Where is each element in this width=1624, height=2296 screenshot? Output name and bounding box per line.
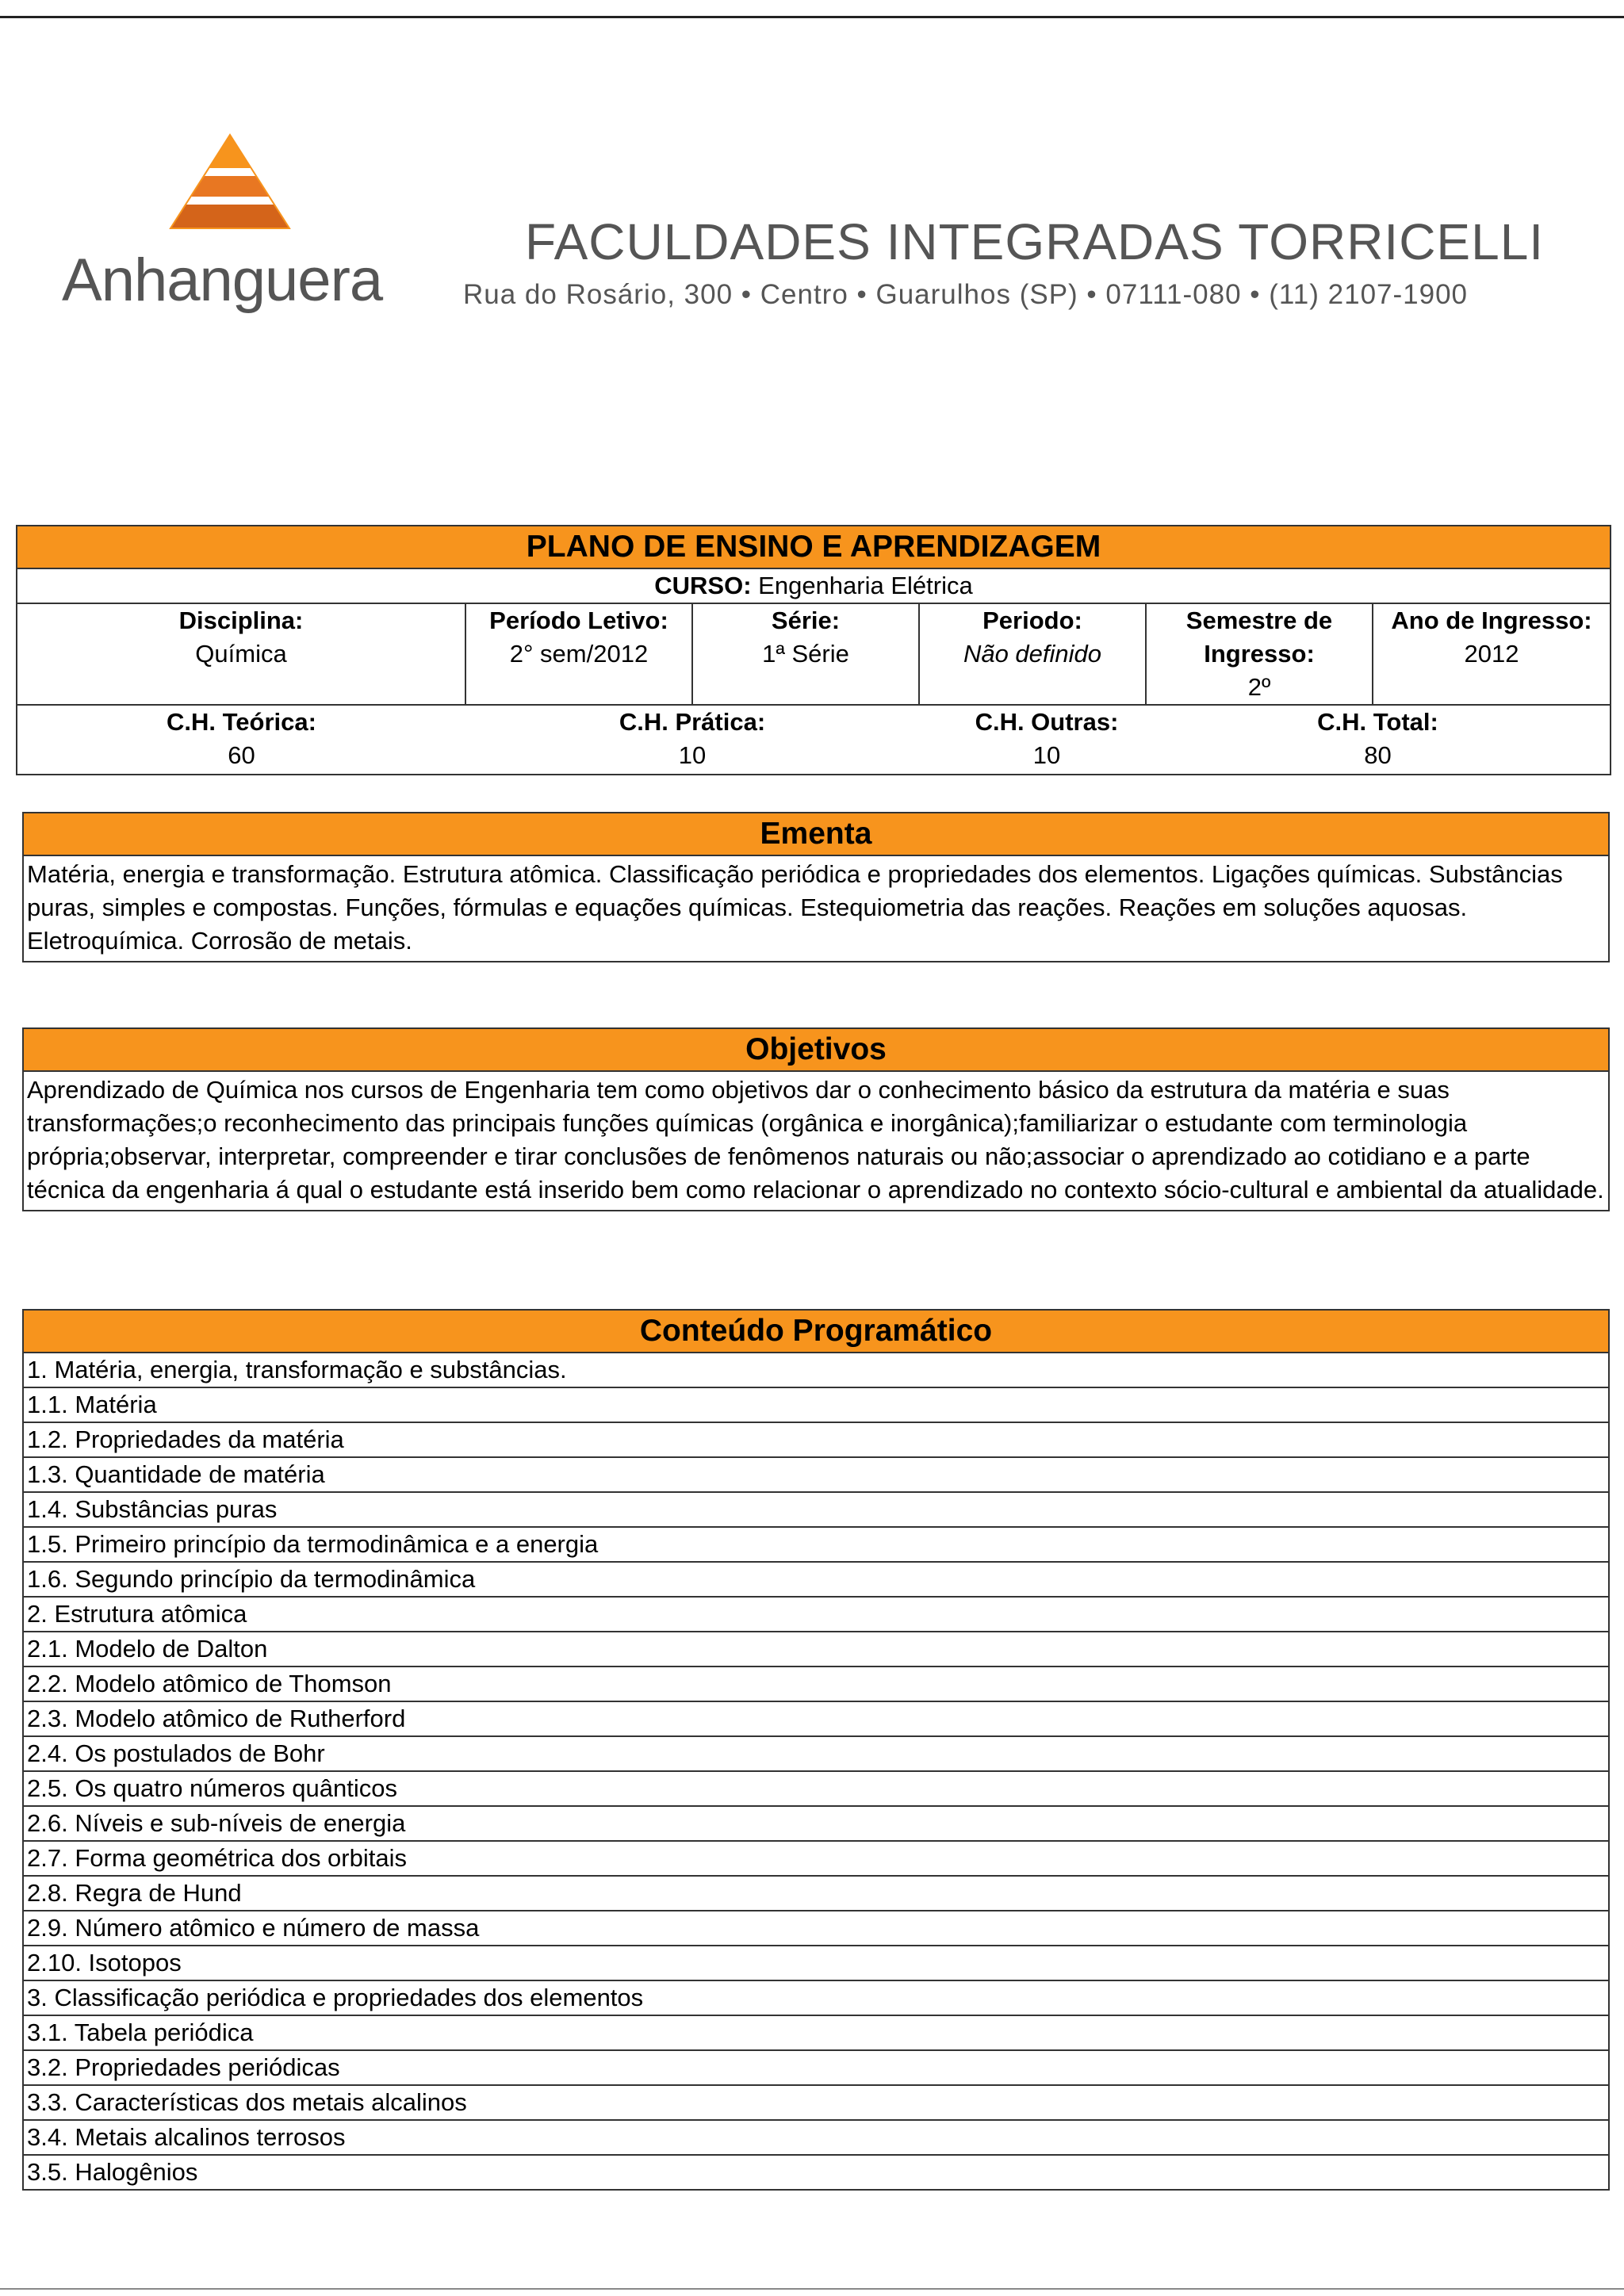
- ementa-text: Matéria, energia e transformação. Estrutura atômica. Classificação periódica e propriedades dos elementos. Ligações químicas. Substâncias puras, simples e compostas. Funções, fórmulas e equações químicas. Estequiometria das reações. Reações em soluções aquosas. Eletroquímica. Corrosão de metais.: [23, 855, 1609, 962]
- anhanguera-logo: [56, 127, 383, 317]
- ch-pratica-value: 10: [678, 741, 707, 769]
- objetivos-text: Aprendizado de Química nos cursos de Engenharia tem como objetivos dar o conhecimento básico da estrutura da matéria e suas transformações;o reconhecimento das principais funções químicas (orgânica e inorgânica);familiarizar o estudante com terminologia própria;observar, interpretar, compreender e tirar conclusões de fenômenos naturais ou não;associar o aprendizado ao cotidiano e a parte técnica da engenharia á qual o estudante está inserido bem como relacionar o aprendizado no contexto sócio-cultural e ambiental da atualidade.: [23, 1071, 1609, 1211]
- conteudo-section: [22, 1309, 1610, 2191]
- list-item: 3.1. Tabela periódica: [23, 2015, 1609, 2050]
- ch-outras-cell: [919, 705, 1146, 775]
- ementa-section: [22, 812, 1610, 962]
- periodo-letivo-cell: [465, 603, 692, 705]
- ementa-title: Ementa: [23, 813, 1609, 855]
- periodo-letivo-label: Período Letivo:: [489, 607, 668, 634]
- disciplina-value: Química: [195, 640, 287, 668]
- list-item: 1. Matéria, energia, transformação e substâncias.: [23, 1353, 1609, 1387]
- course-label: CURSO:: [654, 572, 752, 599]
- triangle-logo-icon: [151, 127, 309, 246]
- course-row: [17, 568, 1611, 603]
- semestre-label: Semestre de Ingresso:: [1185, 607, 1333, 668]
- list-item: 2.10. Isotopos: [23, 1946, 1609, 1980]
- ch-outras-label: C.H. Outras:: [975, 708, 1119, 736]
- serie-value: 1ª Série: [762, 640, 849, 668]
- ch-teorica-cell: [17, 705, 465, 775]
- ch-pratica-label: C.H. Prática:: [619, 708, 766, 736]
- list-item: 1.1. Matéria: [23, 1387, 1609, 1422]
- institution-name: FACULDADES INTEGRADAS TORRICELLI: [525, 213, 1545, 270]
- list-item: 3. Classificação periódica e propriedades dos elementos: [23, 1980, 1609, 2015]
- conteudo-title: Conteúdo Programático: [23, 1310, 1609, 1353]
- list-item: 3.3. Características dos metais alcalinos: [23, 2085, 1609, 2120]
- list-item: 2.4. Os postulados de Bohr: [23, 1736, 1609, 1771]
- list-item: 1.2. Propriedades da matéria: [23, 1422, 1609, 1457]
- bottom-rule: [0, 2288, 1624, 2290]
- list-item: 1.3. Quantidade de matéria: [23, 1457, 1609, 1492]
- ch-total-label: C.H. Total:: [1317, 708, 1438, 736]
- ano-cell: [1373, 603, 1611, 705]
- course-value: Engenharia Elétrica: [758, 572, 973, 599]
- list-item: 3.2. Propriedades periódicas: [23, 2050, 1609, 2085]
- list-item: 3.5. Halogênios: [23, 2155, 1609, 2190]
- ano-label: Ano de Ingresso:: [1391, 607, 1592, 634]
- ch-teorica-value: 60: [228, 741, 255, 769]
- list-item: 1.6. Segundo princípio da termodinâmica: [23, 1562, 1609, 1597]
- list-item: 2.1. Modelo de Dalton: [23, 1632, 1609, 1667]
- ch-pratica-cell: [465, 705, 919, 775]
- serie-cell: [692, 603, 919, 705]
- serie-label: Série:: [771, 607, 841, 634]
- ano-value: 2012: [1464, 640, 1519, 668]
- periodo-letivo-value: 2° sem/2012: [509, 640, 649, 668]
- disciplina-cell: [17, 603, 465, 705]
- list-item: 2.2. Modelo atômico de Thomson: [23, 1667, 1609, 1701]
- list-item: 2.6. Níveis e sub-níveis de energia: [23, 1806, 1609, 1841]
- semestre-value: 2º: [1247, 673, 1271, 701]
- list-item: 2. Estrutura atômica: [23, 1597, 1609, 1632]
- list-item: 2.5. Os quatro números quânticos: [23, 1771, 1609, 1806]
- list-item: 2.8. Regra de Hund: [23, 1876, 1609, 1911]
- ch-total-cell: [1146, 705, 1611, 775]
- disciplina-label: Disciplina:: [178, 607, 304, 634]
- list-item: 2.7. Forma geométrica dos orbitais: [23, 1841, 1609, 1876]
- list-item: 3.4. Metais alcalinos terrosos: [23, 2120, 1609, 2155]
- ch-total-value: 80: [1364, 741, 1392, 769]
- list-item: 1.4. Substâncias puras: [23, 1492, 1609, 1527]
- top-rule: [0, 16, 1624, 18]
- ch-outras-value: 10: [1032, 741, 1061, 769]
- brand-name: Anhanguera: [62, 247, 383, 314]
- list-item: 2.9. Número atômico e número de massa: [23, 1911, 1609, 1946]
- periodo-label: Periodo:: [982, 607, 1082, 634]
- list-item: 1.5. Primeiro princípio da termodinâmica e a energia: [23, 1527, 1609, 1562]
- ch-teorica-label: C.H. Teórica:: [167, 708, 316, 736]
- institution-address: Rua do Rosário, 300 • Centro • Guarulhos (SP) • 07111-080 • (11) 2107-1900: [463, 279, 1469, 310]
- objetivos-section: [22, 1027, 1610, 1211]
- periodo-value: Não definido: [963, 640, 1102, 668]
- list-item: 2.3. Modelo atômico de Rutherford: [23, 1701, 1609, 1736]
- objetivos-title: Objetivos: [23, 1028, 1609, 1071]
- semestre-cell: [1146, 603, 1373, 705]
- periodo-cell: [919, 603, 1146, 705]
- plan-title: PLANO DE ENSINO E APRENDIZAGEM: [17, 526, 1611, 568]
- plan-table: [16, 525, 1611, 775]
